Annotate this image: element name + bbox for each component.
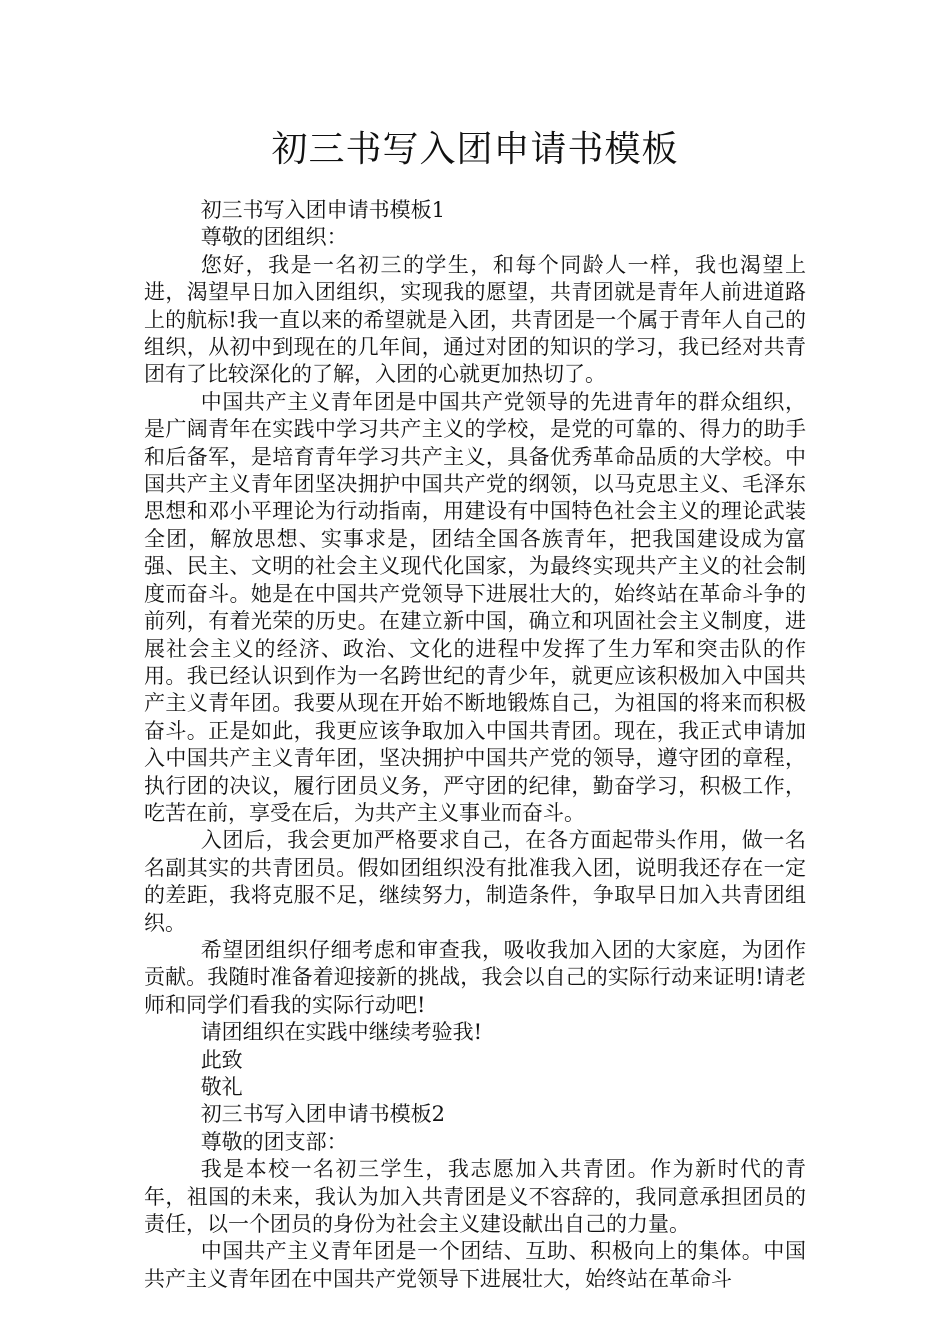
paragraph: 入团后，我会更加严格要求自己，在各方面起带头作用，做一名名副其实的共青团员。假如团组织没有批准我入团，说明我还存在一定的差距，我将克服不足，继续努力，制造条件，争取早日加入共青团组织。 xyxy=(144,828,806,935)
paragraph: 请团组织在实践中继续考验我! xyxy=(200,1020,483,1045)
template-heading-2: 初三书写入团申请书模板2 xyxy=(200,1102,446,1127)
salutation-2: 尊敬的团支部： xyxy=(200,1129,348,1154)
paragraph: 希望团组织仔细考虑和审查我，吸收我加入团的大家庭，为团作贡献。我随时准备着迎接新的挑战，我会以自己的实际行动来证明!请老师和同学们看我的实际行动吧! xyxy=(144,937,806,1017)
paragraph: 我是本校一名初三学生，我志愿加入共青团。作为新时代的青年，祖国的未来，我认为加入共青团是义不容辞的，我同意承担团员的责任，以一个团员的身份为社会主义建设献出自己的力量。 xyxy=(144,1157,806,1237)
closing-phrase: 此致 xyxy=(200,1047,243,1072)
document-body xyxy=(144,197,806,1293)
template-heading-1: 初三书写入团申请书模板1 xyxy=(200,198,446,222)
paragraph: 您好，我是一名初三的学生，和每个同龄人一样，我也渴望上进，渴望早日加入团组织，实现我的愿望，共青团就是青年人前进道路上的航标!我一直以来的希望就是入团，共青团是一个属于青年人自己的组织，从初中到现在的几年间，通过对团的知识的学习，我已经对共青团有了比较深化的了解，入团的心就更加热切了。 xyxy=(144,252,806,387)
closing-salute: 敬礼 xyxy=(200,1075,243,1099)
salutation-1: 尊敬的团组织： xyxy=(200,225,348,250)
paragraph: 中国共产主义青年团是中国共产党领导的先进青年的群众组织，是广阔青年在实践中学习共产主义的学校，是党的可靠的、得力的助手和后备军，是培育青年学习共产主义，具备优秀革命品质的大学校。中国共产主义青年团坚决拥护中国共产党的纲领，以马克思主义、毛泽东思想和邓小平理论为行动指南，用建设有中国特色社会主义的理论武装全团，解放思想、实事求是，团结全国各族青年，把我国建设成为富强、民主、文明的社会主义现代化国家，为最终实现共产主义的社会制度而奋斗。她是在中国共产党领导下进展壮大的，始终站在革命斗争的前列，有着光荣的历史。在建立新中国，确立和巩固社会主义制度，进展社会主义的经济、政治、文化的进程中发挥了生力军和突击队的作用。我已经认识到作为一名跨世纪的青少年，就更应该积极加入中国共产主义青年团。我要从现在开始不断地锻炼自己，为祖国的将来而积极奋斗。正是如此，我更应该争取加入中国共青团。现在，我正式申请加入中国共产主义青年团，坚决拥护中国共产党的领导，遵守团的章程，执行团的决议，履行团员义务，严守团的纪律，勤奋学习，积极工作，吃苦在前，享受在后，为共产主义事业而奋斗。 xyxy=(144,389,806,825)
paragraph: 中国共产主义青年团是一个团结、互助、积极向上的集体。中国共产主义青年团在中国共产党领导下进展壮大，始终站在革命斗 xyxy=(144,1239,806,1291)
page-title: 初三书写入团申请书模板 xyxy=(271,129,679,170)
